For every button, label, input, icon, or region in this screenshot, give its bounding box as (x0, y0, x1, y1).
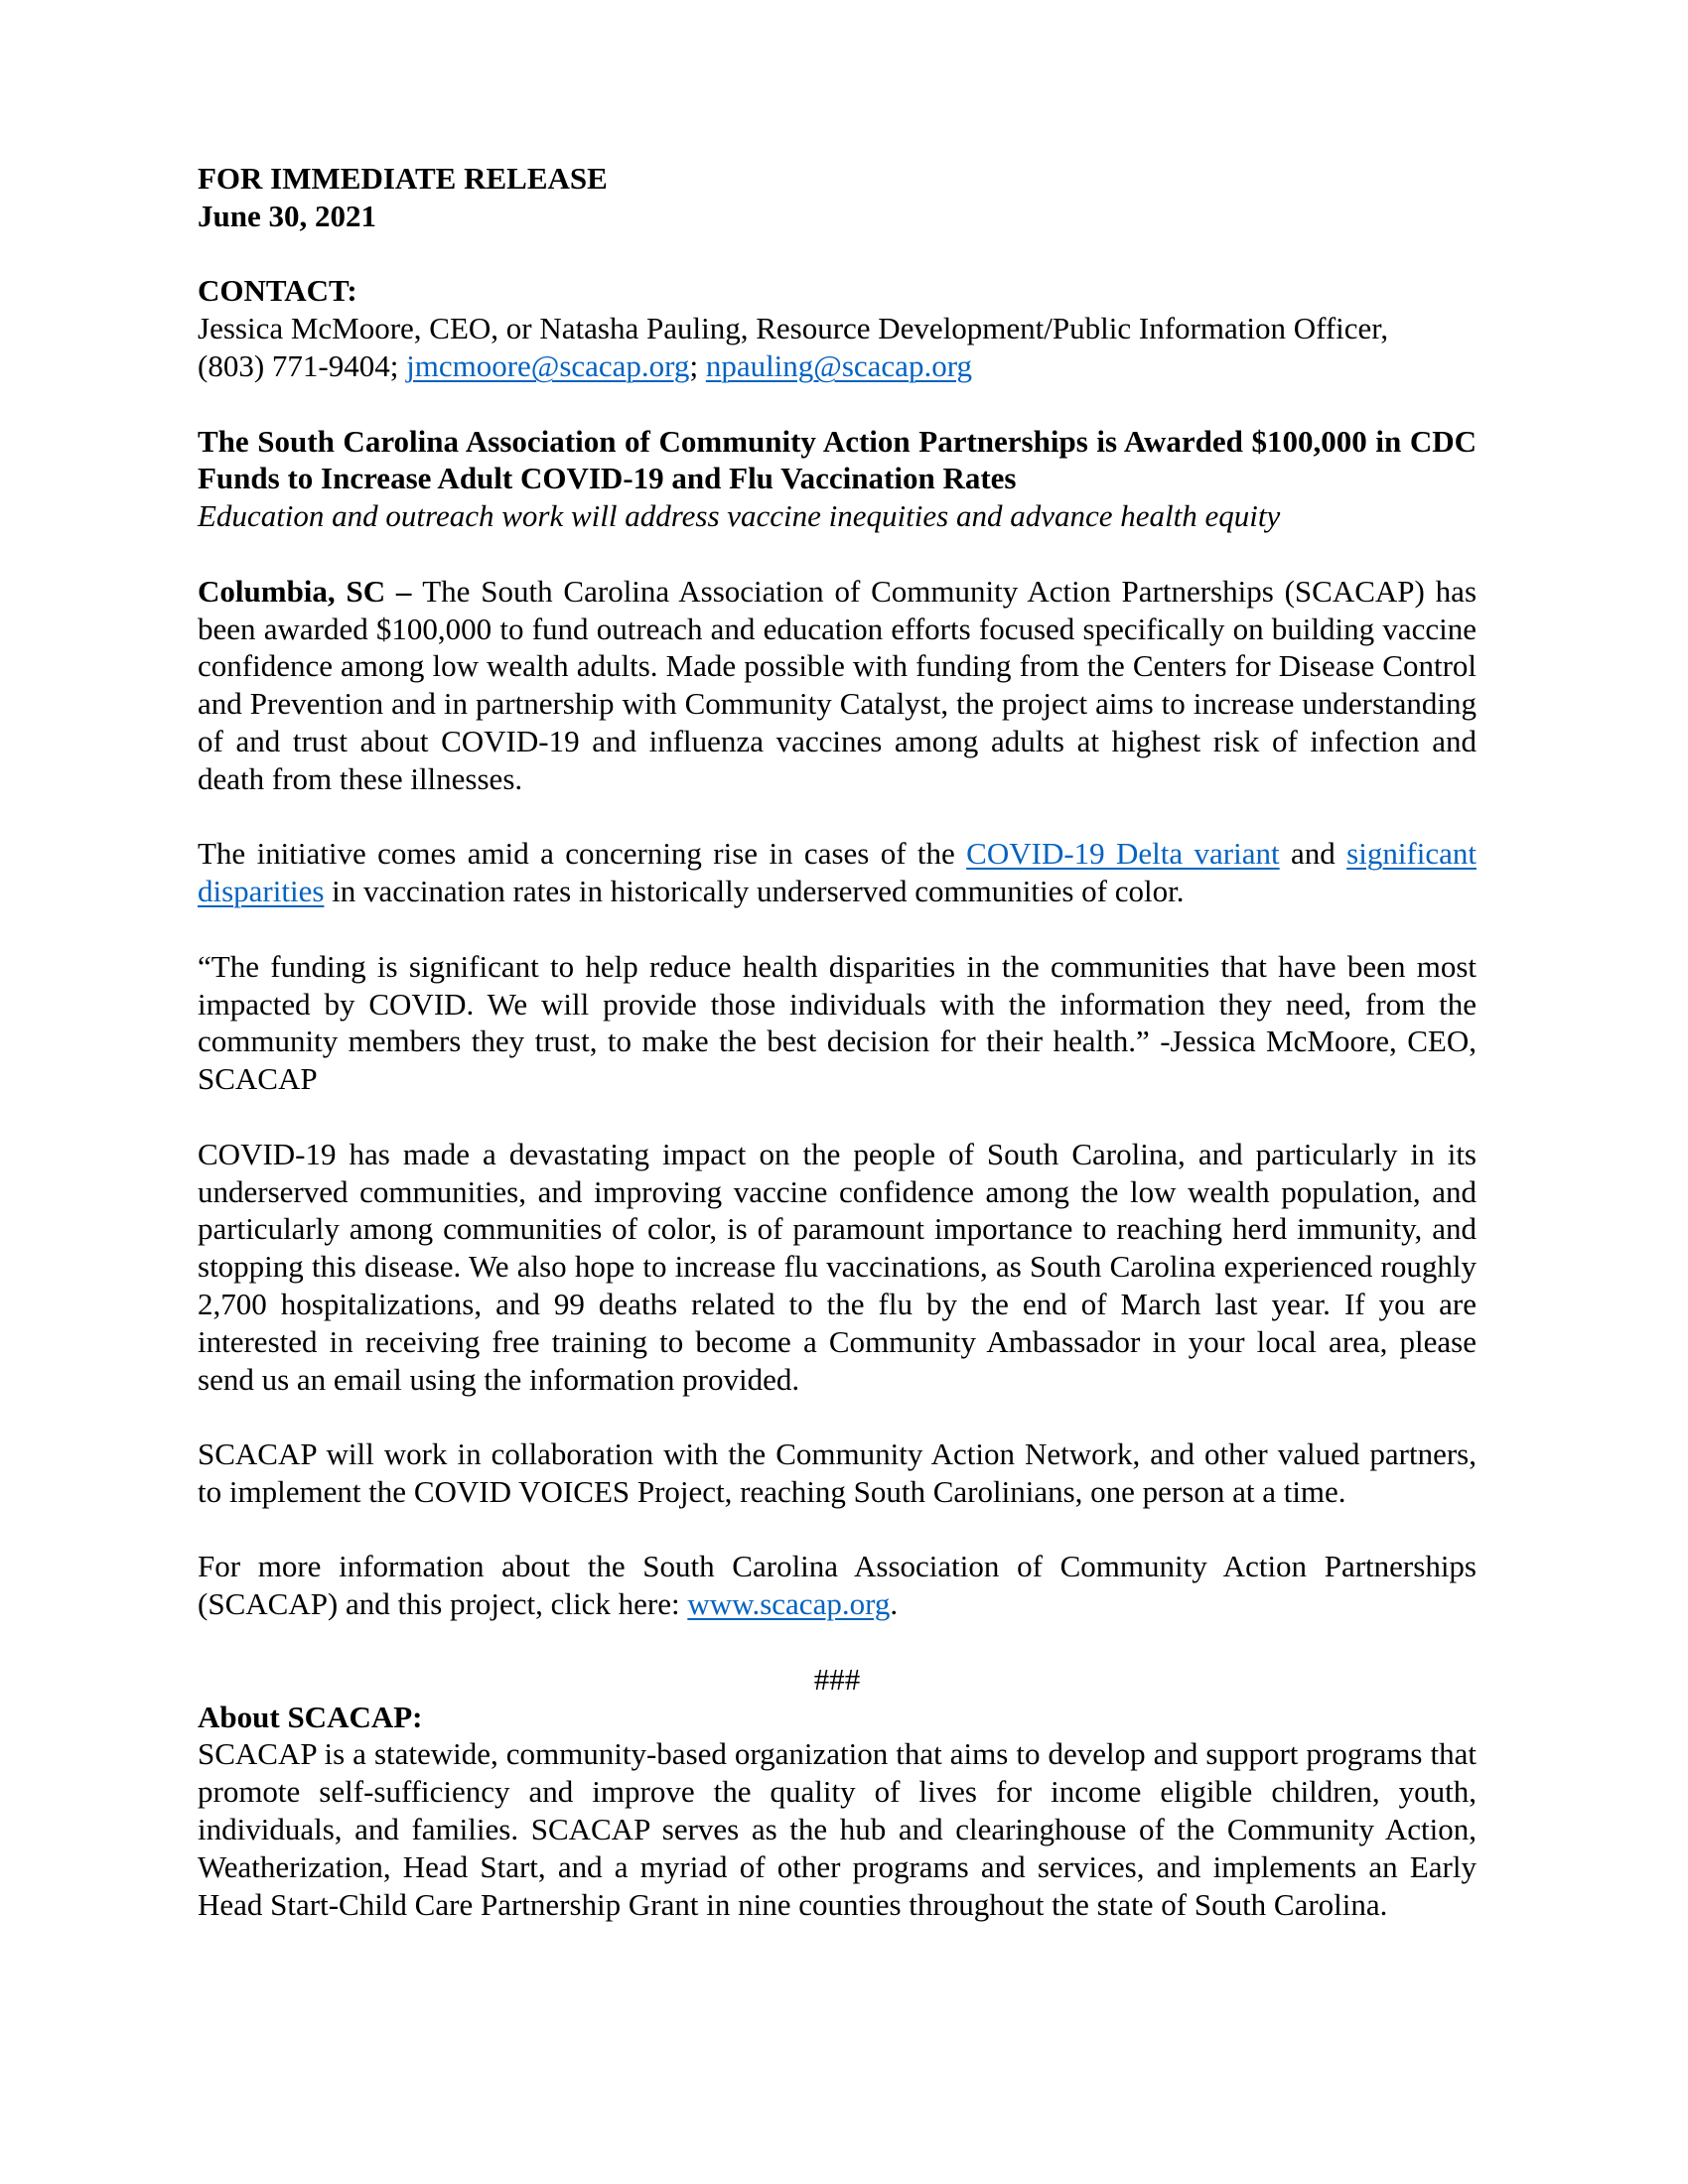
email-separator: ; (689, 347, 706, 383)
spacer (198, 1623, 1477, 1661)
spacer (198, 910, 1477, 948)
delta-variant-link[interactable]: COVID-19 Delta variant (966, 836, 1280, 872)
intro-text: The South Carolina Association of Community Action Partnerships (SCACAP) has been awarded $100,000 to fund outreach and education efforts focused specifically on building vaccine confidence among low wealth adults. Made possible with funding from the Centers for Disease Control and Prevention and in partnership with Community Catalyst, the project aims to increase understanding of and trust about COVID-19 and influenza vaccines among adults at highest risk of infection and death from these illnesses. (198, 573, 1477, 796)
spacer (198, 1398, 1477, 1435)
release-date: June 30, 2021 (198, 198, 376, 233)
spacer (198, 798, 1477, 836)
initiative-text-a: The initiative comes amid a concerning rise in cases of the (198, 836, 967, 872)
headline-subtitle: Education and outreach work will address vaccine inequities and advance health equity (198, 498, 1281, 534)
initiative-text-c: in vaccination rates in historically underserved communities of color. (324, 874, 1185, 909)
spacer (198, 1511, 1477, 1549)
press-release-document (198, 160, 1477, 1923)
more-info-period: . (890, 1586, 899, 1622)
end-mark: ### (813, 1661, 861, 1697)
initiative-text-b: and (1279, 836, 1347, 872)
headline-block (198, 423, 1477, 535)
release-header (198, 160, 1477, 235)
website-link[interactable]: www.scacap.org (687, 1586, 891, 1622)
spacer (198, 535, 1477, 573)
contact-label: CONTACT: (198, 273, 357, 309)
spacer (198, 385, 1477, 423)
contact-names: Jessica McMoore, CEO, or Natasha Pauling, Resource Development/Public Information Officer, (198, 311, 1389, 346)
about-heading: About SCACAP: (198, 1699, 423, 1734)
email-link-jmcmoore[interactable]: jmcmoore@scacap.org (406, 347, 690, 383)
spacer (198, 1098, 1477, 1136)
about-text: SCACAP is a statewide, community-based organization that aims to develop and support programs that promote self-sufficiency and improve the quality of lives for income eligible children, youth, individuals, and families. SCACAP serves as the hub and clearinghouse of the Community Action, Weatherization, Head Start, and a myriad of other programs and services, and implements an Early Head Start-Child Care Partnership Grant in nine counties throughout the state of South Carolina. (198, 1736, 1477, 1922)
disparities-link[interactable]: significant disparities (198, 836, 1477, 909)
dateline: Columbia, SC – (198, 573, 423, 609)
more-info-text: For more information about the South Carolina Association of Community Action Partnerships (SCACAP) and this project, click here: (198, 1549, 1477, 1622)
paragraph-initiative (198, 835, 1477, 910)
contact-phone: (803) 771-9404; (198, 347, 407, 383)
spacer (198, 235, 1477, 273)
release-label: FOR IMMEDIATE RELEASE (198, 161, 608, 196)
about-block (198, 1699, 1477, 1924)
paragraph-more-info (198, 1548, 1477, 1623)
contact-block (198, 272, 1477, 384)
paragraph-quote: “The funding is significant to help reduce health disparities in the communities that have been most impacted by COVID. We will provide those individuals with the information they need, from the community members they trust, to make the best decision for their health.” -Jessica McMoore, CEO, SCACAP (198, 948, 1477, 1097)
contact-phone-emails (198, 347, 1477, 385)
paragraph-collaboration: SCACAP will work in collaboration with the Community Action Network, and other valued partners, to implement the COVID VOICES Project, reaching South Carolinians, one person at a time. (198, 1436, 1477, 1509)
headline-title: The South Carolina Association of Community Action Partnerships is Awarded $100,000 in CDC Funds to Increase Adult COVID-19 and Flu Vaccination Rates (198, 423, 1477, 496)
email-link-npauling[interactable]: npauling@scacap.org (705, 347, 972, 383)
paragraph-intro (198, 573, 1477, 798)
paragraph-impact: COVID-19 has made a devastating impact on the people of South Carolina, and particularly in its underserved communities, and improving vaccine confidence among the low wealth population, and particularly among communities of color, is of paramount importance to reaching herd immunity, and stopping this disease. We also hope to increase flu vaccinations, as South Carolina experienced roughly 2,700 hospitalizations, and 99 deaths related to the flu by the end of March last year. If you are interested in receiving free training to become a Community Ambassador in your local area, please send us an email using the information provided. (198, 1136, 1477, 1397)
